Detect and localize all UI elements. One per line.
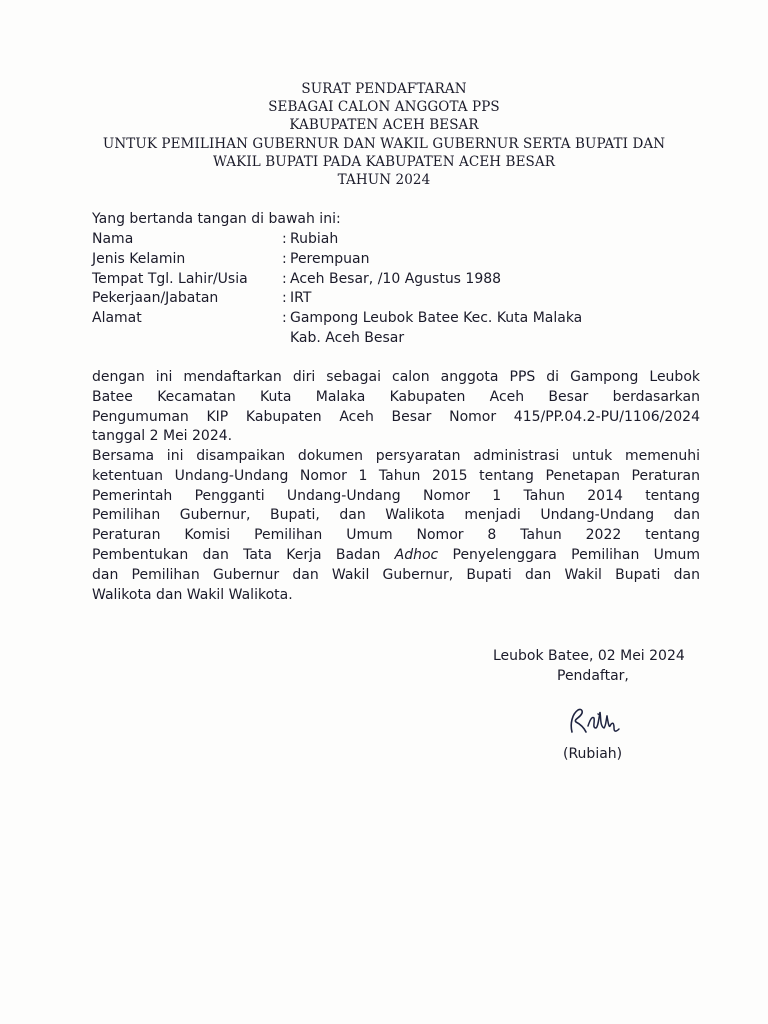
field-colon: : bbox=[282, 250, 287, 267]
field-row-gender bbox=[92, 250, 582, 270]
paragraph-line: ketentuan Undang-Undang Nomor 1 Tahun 2015 tentang Penetapan Peraturan bbox=[92, 467, 700, 484]
document-title bbox=[0, 80, 768, 189]
field-colon: : bbox=[282, 270, 287, 287]
field-label: Jenis Kelamin bbox=[92, 250, 186, 267]
intro-text: Yang bertanda tangan di bawah ini: bbox=[92, 211, 341, 227]
text-segment: Pembentukan dan Tata Kerja Badan bbox=[92, 546, 395, 563]
field-value: IRT bbox=[290, 290, 312, 307]
field-label: Nama bbox=[92, 231, 134, 247]
title-line-1: SURAT PENDAFTARAN bbox=[301, 81, 467, 97]
paragraph-registration bbox=[92, 368, 700, 447]
signer-name: (Rubiah) bbox=[563, 746, 623, 762]
field-row-address bbox=[92, 309, 582, 329]
field-value: Perempuan bbox=[290, 250, 370, 267]
paragraph-line: Walikota dan Wakil Walikota. bbox=[92, 586, 293, 603]
paragraph-line: dan Pemilihan Gubernur dan Wakil Gubernur, Bupati dan Wakil Bupati dan bbox=[92, 566, 700, 583]
signature-mark bbox=[564, 702, 624, 738]
field-value: Rubiah bbox=[290, 231, 339, 247]
identity-fields bbox=[92, 230, 582, 349]
field-row-occupation bbox=[92, 289, 582, 309]
text-segment: Penyelenggara Pemilihan Umum bbox=[438, 546, 700, 563]
paragraph-line: Pengumuman KIP Kabupaten Aceh Besar Nomor 415/PP.04.2-PU/1106/2024 bbox=[92, 408, 700, 425]
paragraph-line-with-italic bbox=[92, 546, 700, 566]
paragraph-line: Pemerintah Pengganti Undang-Undang Nomor 1 Tahun 2014 tentang bbox=[92, 487, 700, 504]
field-colon: : bbox=[282, 231, 287, 247]
field-row-name bbox=[92, 230, 582, 250]
field-value-address-line2: Kab. Aceh Besar bbox=[290, 329, 405, 346]
signer-role: Pendaftar, bbox=[557, 668, 629, 684]
paragraph-documents bbox=[92, 447, 700, 605]
paragraph-line: Pemilihan Gubernur, Bupati, dan Walikota menjadi Undang-Undang dan bbox=[92, 507, 700, 524]
field-label: Alamat bbox=[92, 310, 142, 327]
paragraph-line: Peraturan Komisi Pemilihan Umum Nomor 8 Tahun 2022 tentang bbox=[92, 527, 700, 544]
title-line-6: TAHUN 2024 bbox=[337, 172, 431, 189]
title-line-3: KABUPATEN ACEH BESAR bbox=[289, 117, 479, 134]
field-label: Pekerjaan/Jabatan bbox=[92, 290, 219, 307]
paragraph-line: Bersama ini disampaikan dokumen persyaratan administrasi untuk memenuhi bbox=[92, 448, 700, 464]
field-row-birth bbox=[92, 270, 582, 290]
field-value: Aceh Besar, /10 Agustus 1988 bbox=[290, 270, 502, 287]
italic-term: Adhoc bbox=[394, 546, 439, 563]
field-colon: : bbox=[282, 310, 287, 327]
paragraph-line: dengan ini mendaftarkan diri sebagai calon anggota PPS di Gampong Leubok bbox=[92, 369, 700, 385]
field-label: Tempat Tgl. Lahir/Usia bbox=[92, 270, 248, 287]
title-line-5: WAKIL BUPATI PADA KABUPATEN ACEH BESAR bbox=[212, 153, 555, 170]
title-line-2: SEBAGAI CALON ANGGOTA PPS bbox=[268, 99, 500, 116]
field-colon: : bbox=[282, 290, 287, 307]
place-and-date: Leubok Batee, 02 Mei 2024 bbox=[493, 648, 685, 664]
paragraph-line: tanggal 2 Mei 2024. bbox=[92, 428, 233, 445]
paragraph-line: Batee Kecamatan Kuta Malaka Kabupaten Aceh Besar berdasarkan bbox=[92, 388, 700, 405]
title-line-4: UNTUK PEMILIHAN GUBERNUR DAN WAKIL GUBERNUR SERTA BUPATI DAN bbox=[102, 135, 666, 152]
field-value: Gampong Leubok Batee Kec. Kuta Malaka bbox=[290, 310, 583, 327]
